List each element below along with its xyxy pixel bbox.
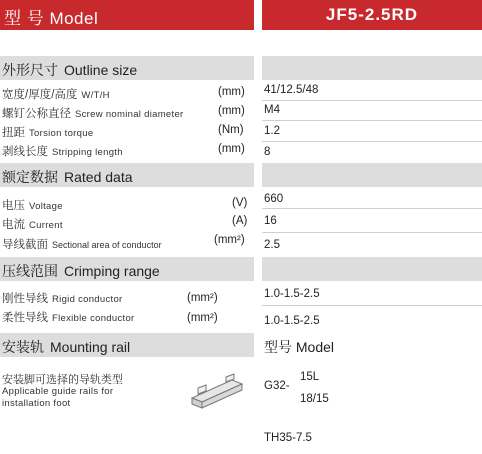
value-voltage: 660 xyxy=(264,193,284,205)
model-number-header xyxy=(262,0,482,30)
unit-stripping: (mm) xyxy=(218,143,245,155)
crimping-title-zh: 压线范围 xyxy=(2,263,58,279)
rail-description-zh: 安装脚可选择的导轨类型 xyxy=(2,374,123,386)
divider xyxy=(262,120,482,121)
rated-title-zh: 额定数据 xyxy=(2,169,58,185)
rated-section-header-right xyxy=(262,163,482,187)
unit-flexible: (mm²) xyxy=(187,312,218,324)
outline-section-header xyxy=(0,56,254,80)
unit-cross-section: (mm²) xyxy=(214,234,245,246)
mounting-section-header xyxy=(0,333,254,357)
row-label-voltage: 电压 Voltage xyxy=(2,200,63,212)
row-label-cross-section: 导线截面 Sectional area of conductor xyxy=(2,239,162,251)
row-label-stripping: 剥线长度 Stripping length xyxy=(2,146,123,158)
model-number: JF5-2.5RD xyxy=(325,5,419,24)
unit-current: (A) xyxy=(232,215,248,227)
rated-section-header xyxy=(0,163,254,187)
rail-model-title: 型号 Model xyxy=(264,339,335,355)
rail-model-g32-15l: 15L xyxy=(300,371,320,383)
row-label-torque: 扭距 Torsion torque xyxy=(2,127,94,139)
crimping-section-header xyxy=(0,257,254,281)
unit-rigid: (mm²) xyxy=(187,292,218,304)
din-rail-icon xyxy=(186,372,248,412)
mounting-title-zh: 安装轨 xyxy=(2,339,44,355)
value-screw-diameter: M4 xyxy=(264,104,280,116)
unit-screw-diameter: (mm) xyxy=(218,105,245,117)
divider xyxy=(262,208,482,209)
row-label-screw-diameter: 螺钉公称直径 Screw nominal diameter xyxy=(2,108,184,120)
rated-title-en: Rated data xyxy=(64,169,133,185)
outline-section-header-right xyxy=(262,56,482,80)
unit-torque: (Nm) xyxy=(218,124,244,136)
divider xyxy=(262,232,482,233)
rail-description-en-2: installation foot xyxy=(2,398,71,409)
outline-title-en: Outline size xyxy=(64,62,138,78)
model-header xyxy=(0,0,254,30)
row-label-flexible: 柔性导线 Flexible conductor xyxy=(2,312,135,324)
rail-model-th35: TH35-7.5 xyxy=(264,432,312,444)
divider xyxy=(262,100,482,101)
mounting-title-en: Mounting rail xyxy=(50,339,131,355)
value-cross-section: 2.5 xyxy=(264,239,280,251)
unit-voltage: (V) xyxy=(232,197,248,209)
rail-model-g32-prefix: G32- xyxy=(264,380,290,392)
rail-model-g32-18-15: 18/15 xyxy=(300,393,329,405)
rail-description-en-1: Applicable guide rails for xyxy=(2,386,114,397)
rail-description xyxy=(2,374,123,410)
value-flexible: 1.0-1.5-2.5 xyxy=(264,315,320,327)
row-label-current: 电流 Current xyxy=(2,219,63,231)
outline-title-zh: 外形尺寸 xyxy=(2,62,58,78)
unit-dimensions: (mm) xyxy=(218,86,245,98)
row-label-dimensions: 宽度/厚度/高度 W/T/H xyxy=(2,89,110,101)
value-stripping: 8 xyxy=(264,146,271,158)
divider xyxy=(262,305,482,306)
crimping-title-en: Crimping range xyxy=(64,263,160,279)
value-dimensions: 41/12.5/48 xyxy=(264,84,319,96)
model-header-label: 型 号 Model xyxy=(4,9,99,28)
divider xyxy=(262,141,482,142)
value-current: 16 xyxy=(264,215,277,227)
value-torque: 1.2 xyxy=(264,125,280,137)
crimping-section-header-right xyxy=(262,257,482,281)
value-rigid: 1.0-1.5-2.5 xyxy=(264,288,320,300)
row-label-rigid: 刚性导线 Rigid conductor xyxy=(2,293,123,305)
